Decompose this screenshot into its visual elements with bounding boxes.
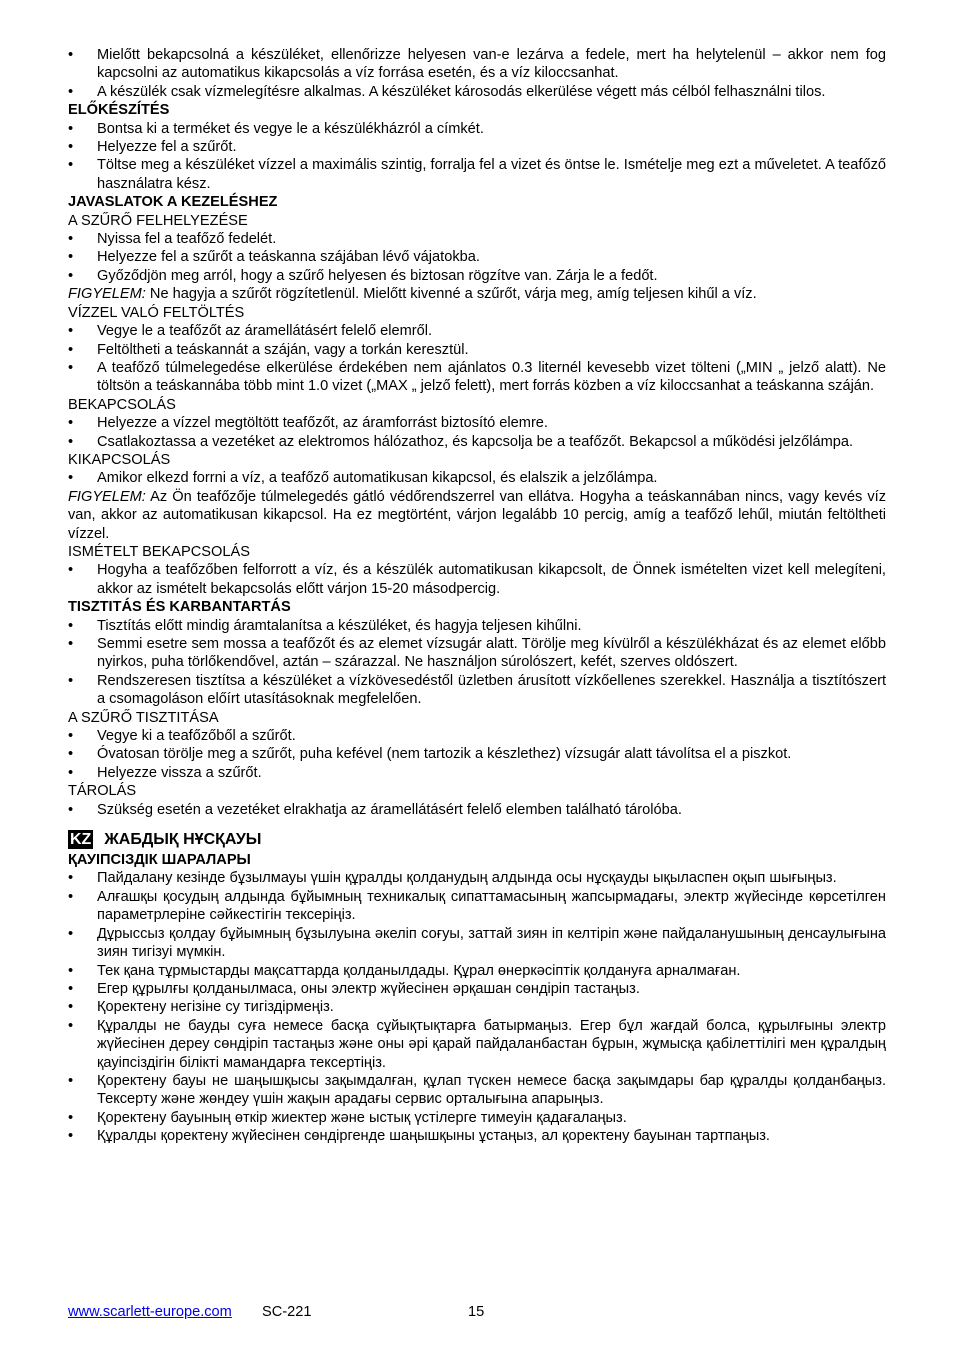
- warning-label: FIGYELEM:: [68, 488, 146, 505]
- document-body: [68, 46, 886, 1146]
- switch-off-list: [68, 469, 886, 487]
- kz-title: ЖАБДЫҚ НҰСҚАУЫ: [104, 831, 262, 849]
- warning-text: Az Ön teafőzője túlmelegedés gátló védőrendszerrel van ellátva. Hogyha a teáskannában nincs, vagy kevés víz van, akkor az automatikusan kikapcsol. Ha ez megtörtént, várjon legalább 10 percig, amíg a teafőző lehűl, miután feltöltheti vízzel.: [68, 488, 886, 542]
- warning-overheat: [68, 488, 886, 543]
- storage-list: [68, 801, 886, 819]
- list-item: • Қоректену бауының өткір жиектер және ыстық үстілерге тимеуін қадағалаңыз.: [68, 1109, 886, 1127]
- list-item: • Szükség esetén a vezetéket elrakhatja az áramellátásért felelő elemben található tárolóba.: [68, 801, 886, 819]
- model-number: SC-221: [262, 1304, 312, 1320]
- kz-section-title: [68, 829, 886, 851]
- section-heading-cleaning: TISZTITÁS ÉS KARBANTARTÁS: [68, 599, 291, 616]
- website-link[interactable]: www.scarlett-europe.com: [68, 1304, 232, 1320]
- warning-filter: [68, 285, 886, 303]
- page-footer: [68, 1304, 886, 1324]
- list-item: • Hogyha a teafőzőben felforrott a víz, és a készülék automatikusan kikapcsolt, de Önnek ismételten vizet kell melegíteni, akkor az ismételt bekapcsolás előtt várjon 15-20 másodpercig.: [68, 561, 886, 598]
- list-item: • Қоректену бауы не шаңышқысы зақымдалған, құлап түскен немесе басқа зақымдары бар құралды қолданбаңыз. Тексерту және жөндеу үшін жақын арадағы сервис орталығына апарыңыз.: [68, 1072, 886, 1109]
- kz-language-badge: KZ: [70, 831, 92, 849]
- subheading-restart: ISMÉTELT BEKAPCSOLÁS: [68, 543, 250, 560]
- restart-list: [68, 561, 886, 598]
- list-item: • Feltöltheti a teáskannát a száján, vagy a torkán keresztül.: [68, 341, 886, 359]
- subheading-filter-cleaning: A SZŰRŐ TISZTITÁSA: [68, 709, 219, 726]
- list-item: • Helyezze fel a szűrőt.: [68, 138, 886, 156]
- subheading-filter-install: A SZŰRŐ FELHELYEZÉSE: [68, 212, 248, 229]
- section-heading-preparation: ELŐKÉSZÍTÉS: [68, 102, 170, 119]
- list-item: • Тек қана тұрмыстарды мақсаттарда қолданылдады. Құрал өнеркәсіптік қолдануға арналмаған.: [68, 962, 886, 980]
- subheading-water-fill: VÍZZEL VALÓ FELTÖLTÉS: [68, 304, 245, 321]
- list-item: • A készülék csak vízmelegítésre alkalmas. A készüléket károsodás elkerülése végett más célból felhasználni tilos.: [68, 83, 886, 101]
- list-item: • Алғашқы қосудың алдында бұйымның техникалық сипаттамасының жапсырмадағы, электр жүйесінде көрсетілген параметрлеріне сәйкестігін тексеріңіз.: [68, 888, 886, 925]
- kz-safety-list: [68, 869, 886, 1145]
- list-item: • Vegye le a teafőzőt az áramellátásért felelő elemről.: [68, 322, 886, 340]
- water-fill-list: [68, 322, 886, 396]
- list-item: • Bontsa ki a terméket és vegye le a készülékházról a címkét.: [68, 120, 886, 138]
- intro-list: [68, 46, 886, 101]
- list-item: • Tisztítás előtt mindig áramtalanítsa a készüléket, és hagyja teljesen kihűlni.: [68, 617, 886, 635]
- list-item: • A teafőző túlmelegedése elkerülése érdekében nem ajánlatos 0.3 liternél kevesebb vizet tölteni („MIN „ jelző alatt). Ne töltsön a teáskannába több mint 1.0 vizet („MAX „ jelző felett), mert forrás közben a víz kiloccsanhat a teáskanna száján.: [68, 359, 886, 396]
- list-item: • Mielőtt bekapcsolná a készüléket, ellenőrizze helyesen van-e lezárva a fedele, mert ha helytelenül – akkor nem fog kapcsolni az automatikus kikapcsolás a víz forrása esetén, és a víz kiloccsanhat.: [68, 46, 886, 83]
- switch-on-list: [68, 414, 886, 451]
- list-item: • Пайдалану кезінде бұзылмауы үшін құралды қолданудың алдында осы нұсқауды ықыласпен оқып шығыңыз.: [68, 869, 886, 887]
- filter-install-list: [68, 230, 886, 285]
- filter-cleaning-list: [68, 727, 886, 782]
- preparation-list: [68, 120, 886, 194]
- list-item: • Қоректену негізіне су тигіздірмеңіз.: [68, 998, 886, 1016]
- list-item: • Дұрыссыз қолдау бұйымның бұзылуына әкеліп соғуы, заттай зиян іп келтіріп және пайдаланушының денсаулығына зиян тигізуі мүмкін.: [68, 925, 886, 962]
- list-item: • Amikor elkezd forrni a víz, a teafőző automatikusan kikapcsol, és elalszik a jelzőlámpa.: [68, 469, 886, 487]
- list-item: • Rendszeresen tisztítsa a készüléket a vízkövesedéstől üzletben árusított vízkőellenes szerekkel. Használja a tisztítószert a csomagoláson előírt utasításoknak megfelelően.: [68, 672, 886, 709]
- list-item: • Helyezze a vízzel megtöltött teafőzőt, az áramforrást biztosító elemre.: [68, 414, 886, 432]
- list-item: • Semmi esetre sem mossa a teafőzőt és az elemet vízsugár alatt. Törölje meg kívülről a készülékházat és az elemet előbb nyirkos, puha törlőkendővel, aztán – szárazzal. Ne használjon súrolószert, kefét, szerves oldószert.: [68, 635, 886, 672]
- warning-label: FIGYELEM:: [68, 286, 146, 303]
- cleaning-list: [68, 617, 886, 709]
- list-item: • Құралды не бауды суға немесе басқа сұйықтықтарға батырмаңыз. Егер бұл жағдай болса, құрылғыны электр жүйесінен дереу сөндіріп тастаңыз және оны әрі қарай пайдаланбастан бұрын, жұмысқа қабілеттілігі мен құралдың қауіпсіздігін білікті мамандарға тексертіңіз.: [68, 1017, 886, 1072]
- list-item: • Helyezze vissza a szűrőt.: [68, 764, 886, 782]
- list-item: • Óvatosan törölje meg a szűrőt, puha kefével (nem tartozik a készlethez) vízsugár alatt távolítsa el a piszkot.: [68, 745, 886, 763]
- subheading-storage: TÁROLÁS: [68, 783, 137, 800]
- warning-text: Ne hagyja a szűrőt rögzítetlenül. Mielőtt kivenné a szűrőt, várja meg, amíg teljesen kihűl a víz.: [145, 286, 757, 303]
- kz-safety-heading: ҚАУІПСІЗДІК ШАРАЛАРЫ: [68, 852, 251, 869]
- subheading-switch-off: KIKAPCSOLÁS: [68, 451, 171, 468]
- list-item: • Töltse meg a készüléket vízzel a maximális szintig, forralja fel a vizet és öntse le. Ismételje meg ezt a műveletet. A teafőző használatra kész.: [68, 156, 886, 193]
- list-item: • Győződjön meg arról, hogy a szűrő helyesen és biztosan rögzítve van. Zárja le a fedőt.: [68, 267, 886, 285]
- list-item: • Nyissa fel a teafőző fedelét.: [68, 230, 886, 248]
- list-item: • Vegye ki a teafőzőből a szűrőt.: [68, 727, 886, 745]
- list-item: • Егер құрылғы қолданылмаса, оны электр жүйесінен әрқашан сөндіріп тастаңыз.: [68, 980, 886, 998]
- list-item: • Құралды қоректену жүйесінен сөндіргенде шаңышқыны ұстаңыз, ал қоректену бауынан тартпаңыз.: [68, 1127, 886, 1145]
- subheading-switch-on: BEKAPCSOLÁS: [68, 396, 176, 413]
- list-item: • Helyezze fel a szűrőt a teáskanna szájában lévő vájatokba.: [68, 248, 886, 266]
- section-heading-usage: JAVASLATOK A KEZELÉSHEZ: [68, 194, 278, 211]
- page-number: 15: [468, 1304, 485, 1320]
- list-item: • Csatlakoztassa a vezetéket az elektromos hálózathoz, és kapcsolja be a teafőzőt. Bekapcsol a működési jelzőlámpa.: [68, 433, 886, 451]
